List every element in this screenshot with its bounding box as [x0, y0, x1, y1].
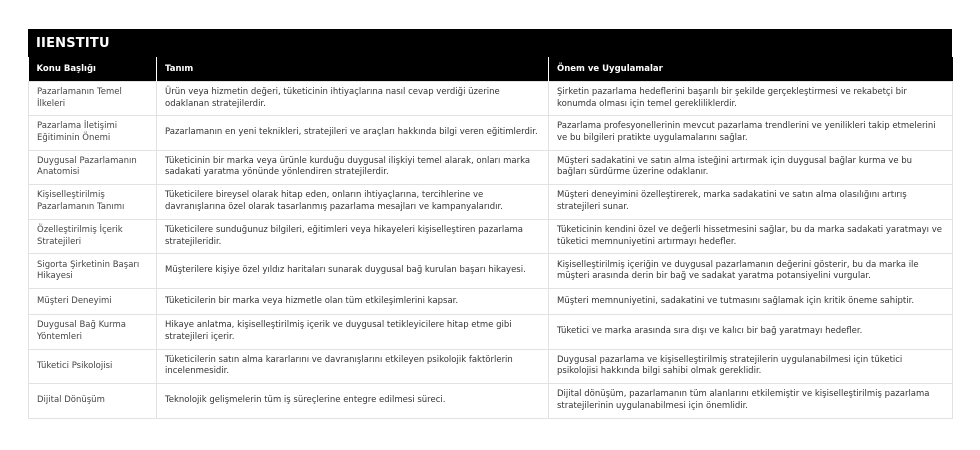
cell-definition: Tüketicinin bir marka veya ürünle kurduğu duygusal ilişkiyi temel alarak, onları marka sadakati yaratma yönünde yönlendiren stratejilerdir. — [157, 150, 549, 185]
table-row — [29, 82, 953, 116]
column-header-importance: Önem ve Uygulamalar — [549, 57, 953, 82]
cell-definition: Teknolojik gelişmelerin tüm iş süreçlerine entegre edilmesi süreci. — [157, 384, 549, 419]
table-row — [29, 150, 953, 185]
cell-topic: Dijital Dönüşüm — [29, 384, 157, 419]
cell-importance: Dijital dönüşüm, pazarlamanın tüm alanlarını etkilemiştir ve kişiselleştirilmiş pazarlama stratejilerinin uygulanabilmesi için önemlidir. — [549, 384, 953, 419]
cell-importance: Tüketicinin kendini özel ve değerli hissetmesini sağlar, bu da marka sadakati yaratmayı ve tüketici memnuniyetini artırmayı hedefler. — [549, 219, 953, 254]
table-header — [29, 57, 953, 82]
table-row — [29, 185, 953, 220]
cell-topic: Sigorta Şirketinin Başarı Hikayesi — [29, 254, 157, 289]
cell-topic: Müşteri Deneyimi — [29, 288, 157, 314]
cell-definition: Hikaye anlatma, kişiselleştirilmiş içerik ve duygusal tetikleyicilere hitap etme gibi stratejileri içerir. — [157, 314, 549, 349]
cell-topic: Pazarlama İletişimi Eğitiminin Önemi — [29, 116, 157, 151]
cell-topic: Pazarlamanın Temel İlkeleri — [29, 82, 157, 116]
table-row — [29, 116, 953, 151]
table-row — [29, 314, 953, 349]
cell-importance: Müşteri sadakatini ve satın alma isteğini artırmak için duygusal bağlar kurma ve bu bağları sürdürme üzerine odaklanır. — [549, 150, 953, 185]
table-row — [29, 384, 953, 419]
cell-importance: Şirketin pazarlama hedeflerini başarılı bir şekilde gerçekleştirmesi ve rekabetçi bir konumda olması için temel gerekliliklerdir. — [549, 82, 953, 116]
cell-definition: Ürün veya hizmetin değeri, tüketicinin ihtiyaçlarına nasıl cevap verdiği üzerine odaklanan stratejilerdir. — [157, 82, 549, 116]
cell-importance: Duygusal pazarlama ve kişiselleştirilmiş stratejilerin uygulanabilmesi için tüketici psikolojisi hakkında bilgi sahibi olmak gereklidir. — [549, 349, 953, 384]
cell-definition: Tüketicilere sunduğunuz bilgileri, eğitimleri veya hikayeleri kişiselleştiren pazarlama stratejileridir. — [157, 219, 549, 254]
column-header-definition: Tanım — [157, 57, 549, 82]
cell-topic: Kişiselleştirilmiş Pazarlamanın Tanımı — [29, 185, 157, 220]
table-row — [29, 288, 953, 314]
column-header-topic: Konu Başlığı — [29, 57, 157, 82]
cell-definition: Tüketicilerin satın alma kararlarını ve davranışlarını etkileyen psikolojik faktörlerin incelenmesidir. — [157, 349, 549, 384]
cell-definition: Müşterilere kişiye özel yıldız haritaları sunarak duygusal bağ kurulan başarı hikayesi. — [157, 254, 549, 289]
cell-definition: Pazarlamanın en yeni teknikleri, stratejileri ve araçları hakkında bilgi veren eğitimlerdir. — [157, 116, 549, 151]
cell-definition: Tüketicilere bireysel olarak hitap eden, onların ihtiyaçlarına, tercihlerine ve davranışlarına özel olarak tasarlanmış pazarlama mesajları ve kampanyalarıdır. — [157, 185, 549, 220]
table-row — [29, 254, 953, 289]
cell-importance: Müşteri memnuniyetini, sadakatini ve tutmasını sağlamak için kritik öneme sahiptir. — [549, 288, 953, 314]
cell-definition: Tüketicilerin bir marka veya hizmetle olan tüm etkileşimlerini kapsar. — [157, 288, 549, 314]
topics-table — [28, 57, 953, 419]
cell-importance: Pazarlama profesyonellerinin mevcut pazarlama trendlerini ve yenilikleri takip etmelerini ve bu bilgileri pratikte uygulamalarını sağlar. — [549, 116, 953, 151]
content-table-container — [28, 29, 952, 419]
cell-importance: Tüketici ve marka arasında sıra dışı ve kalıcı bir bağ yaratmayı hedefler. — [549, 314, 953, 349]
cell-topic: Tüketici Psikolojisi — [29, 349, 157, 384]
table-body — [29, 82, 953, 419]
cell-importance: Müşteri deneyimini özelleştirerek, marka sadakatini ve satın alma olasılığını artırış stratejileri sunar. — [549, 185, 953, 220]
cell-topic: Duygusal Pazarlamanın Anatomisi — [29, 150, 157, 185]
table-row — [29, 349, 953, 384]
cell-topic: Özelleştirilmiş İçerik Stratejileri — [29, 219, 157, 254]
cell-importance: Kişiselleştirilmiş içeriğin ve duygusal pazarlamanın değerini gösterir, bu da marka ile müşteri arasında derin bir bağ ve sadakat yaratma potansiyelini vurgular. — [549, 254, 953, 289]
table-row — [29, 219, 953, 254]
cell-topic: Duygusal Bağ Kurma Yöntemleri — [29, 314, 157, 349]
brand-title: IIENSTITU — [28, 29, 952, 57]
